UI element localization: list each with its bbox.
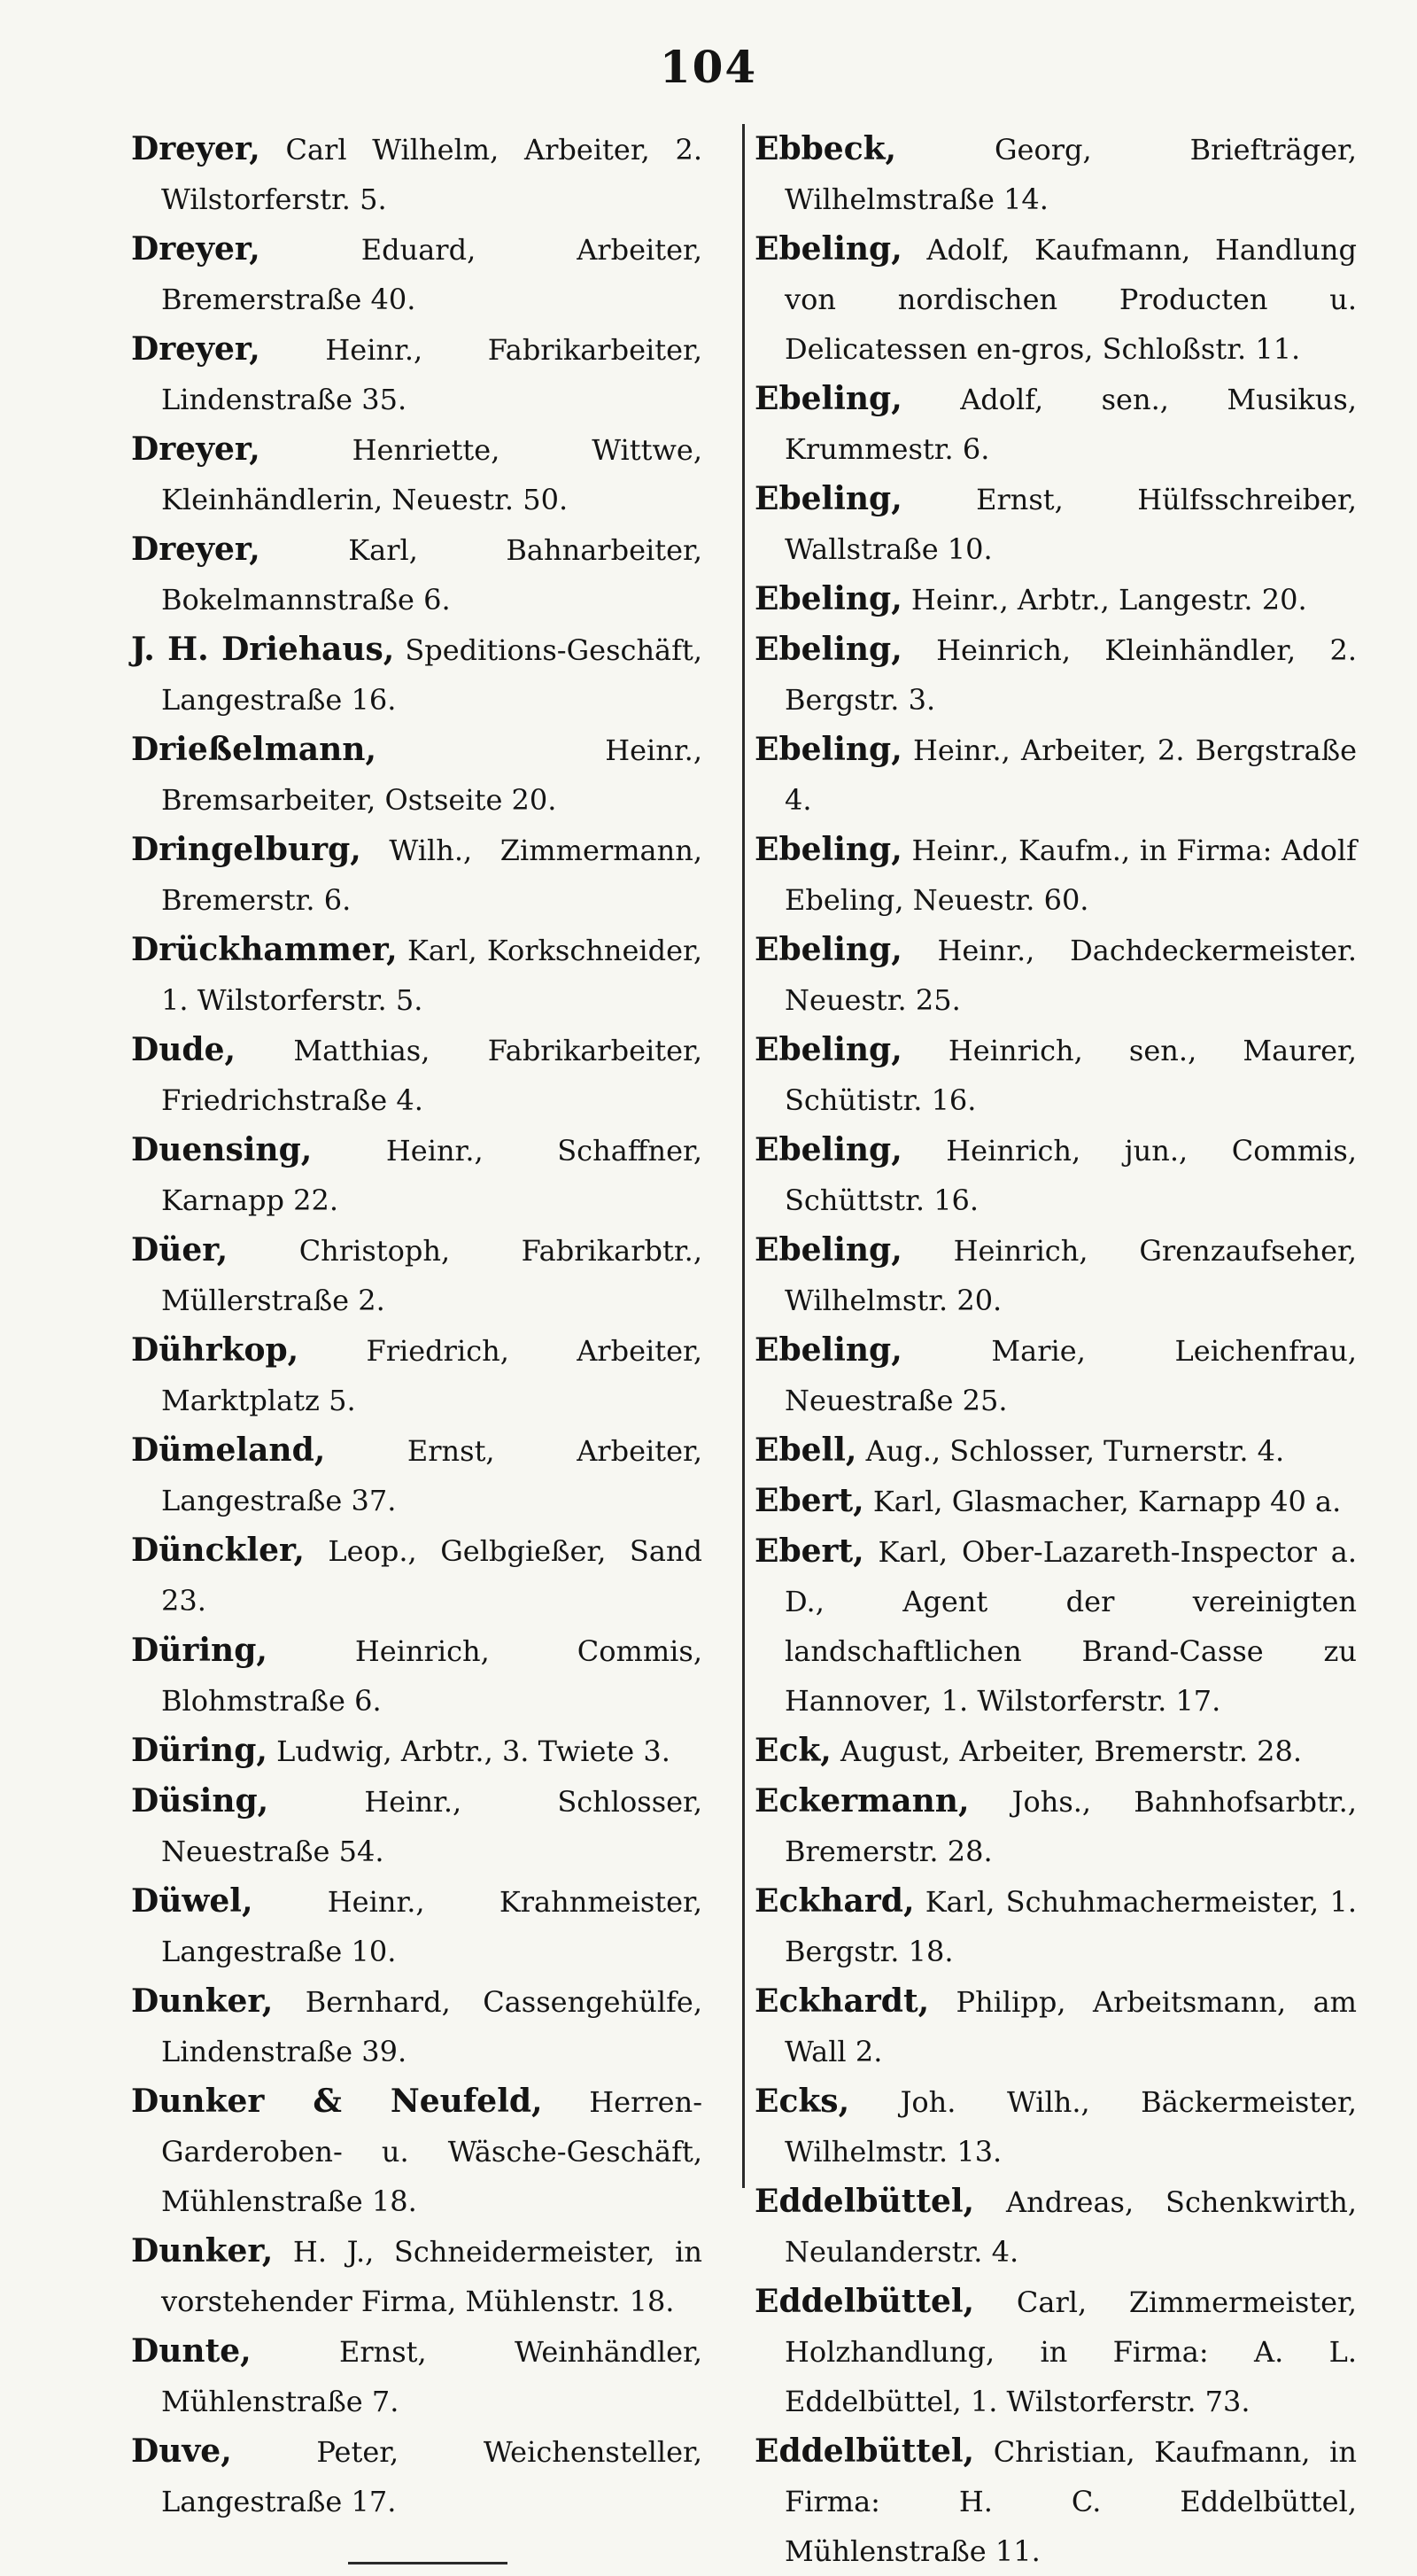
entry-details: Heinrich, sen., Maurer, Schütistr. 16. (785, 1034, 1357, 1117)
entry-name: Dunker & Neufeld, (131, 2083, 543, 2120)
directory-entry (131, 124, 702, 224)
entry-name: Eddelbüttel, (755, 2432, 975, 2470)
entry-name: Dreyer, (131, 330, 260, 368)
directory-entry (755, 1476, 1357, 1526)
entry-name: Düring, (131, 1632, 267, 1669)
entry-details: H. J., Schneidermeister, in vorstehender Firma, Mühlenstr. 18. (161, 2235, 702, 2318)
entry-name: Dunte, (131, 2332, 252, 2370)
entry-details: Heinr., Krahnmeister, Langestraße 10. (161, 1885, 702, 1968)
entry-name: Düsing, (131, 1782, 269, 1819)
entry-details: Karl, Korkschneider, 1. Wilstorferstr. 5. (161, 934, 702, 1017)
directory-entry (131, 324, 702, 424)
entry-details: Adolf, sen., Musikus, Krummestr. 6. (785, 383, 1357, 466)
entry-name: Ebeling, (755, 230, 902, 268)
entry-name: Ebeling, (755, 580, 902, 617)
entry-details: Bernhard, Cassengehülfe, Lindenstraße 39. (161, 1985, 702, 2068)
directory-entry (755, 2176, 1357, 2277)
directory-entry (755, 1876, 1357, 1976)
entry-details: Heinrich, Grenzaufseher, Wilhelmstr. 20. (785, 1234, 1357, 1317)
entry-details: Heinr., Dachdeckermeister. Neuestr. 25. (785, 934, 1357, 1017)
directory-entry (131, 2076, 702, 2226)
entry-details: Heinr., Kaufm., in Firma: Adolf Ebeling, Neuestr. 60. (785, 834, 1357, 917)
directory-entry (755, 1726, 1357, 1776)
entry-details: Carl, Zimmermeister, Holzhandlung, in Firma: A. L. Eddelbüttel, 1. Wilstorferstr. 73. (785, 2285, 1357, 2418)
entry-name: Dreyer, (131, 531, 260, 568)
entry-name: Dührkop, (131, 1331, 299, 1369)
entry-name: Drückhammer, (131, 931, 398, 968)
entry-name: Duve, (131, 2432, 232, 2470)
entry-name: Ebeling, (755, 480, 902, 517)
entry-details: Christian, Kaufmann, in Firma: H. C. Eddelbüttel, Mühlenstraße 11. (785, 2435, 1357, 2568)
entry-details: Speditions-Geschäft, Langestraße 16. (161, 633, 702, 717)
entry-name: Dude, (131, 1031, 236, 1068)
directory-entry (755, 124, 1357, 224)
entry-name: Düwel, (131, 1882, 253, 1920)
directory-entry (755, 1125, 1357, 1225)
entry-details: Matthias, Fabrikarbeiter, Friedrichstraße 4. (161, 1034, 702, 1117)
entry-name: Dreyer, (131, 130, 260, 167)
entry-name: Dreyer, (131, 431, 260, 468)
entry-name: Ebeling, (755, 831, 902, 868)
entry-name: Eddelbüttel, (755, 2183, 975, 2220)
entry-details: Ernst, Hülfsschreiber, Wallstraße 10. (785, 483, 1357, 566)
entry-details: Karl, Schuhmachermeister, 1. Bergstr. 18. (785, 1885, 1357, 1968)
directory-entry (755, 1325, 1357, 1425)
directory-entry (755, 2076, 1357, 2176)
entry-name: Eck, (755, 1732, 832, 1769)
entry-details: Peter, Weichensteller, Langestraße 17. (161, 2435, 702, 2518)
directory-entry (755, 925, 1357, 1025)
directory-entry (131, 1726, 702, 1776)
entry-details: Leop., Gelbgießer, Sand 23. (161, 1534, 702, 1618)
entry-name: Ebeling, (755, 931, 902, 968)
directory-entry (131, 1525, 702, 1626)
directory-entry (755, 1225, 1357, 1325)
directory-entry (131, 2326, 702, 2426)
directory-entry (131, 925, 702, 1025)
directory-entry (755, 374, 1357, 474)
directory-entry (755, 1425, 1357, 1476)
entry-name: Ebell, (755, 1432, 857, 1469)
entry-details: Marie, Leichenfrau, Neuestraße 25. (785, 1334, 1357, 1417)
entry-name: Ebeling, (755, 631, 902, 668)
entry-details: Ludwig, Arbtr., 3. Twiete 3. (267, 1734, 670, 1768)
directory-entry (131, 2226, 702, 2326)
entry-name: Ecks, (755, 2083, 850, 2120)
entry-name: Ebeling, (755, 1331, 902, 1369)
entry-details: Heinr., Schlosser, Neuestraße 54. (161, 1785, 702, 1868)
directory-entry (131, 1025, 702, 1125)
directory-entry (755, 1025, 1357, 1125)
directory-entry (131, 1225, 702, 1325)
entry-name: Duensing, (131, 1131, 313, 1168)
directory-entry (755, 224, 1357, 374)
directory-entry (131, 524, 702, 625)
entry-details: Adolf, Kaufmann, Handlung von nordischen Producten u. Delicatessen en-gros, Schloßstr. 11. (785, 233, 1357, 366)
directory-entry (755, 1976, 1357, 2076)
page-number: 104 (659, 41, 758, 93)
entry-name: Drießelmann, (131, 731, 376, 768)
directory-entry (755, 2277, 1357, 2426)
entry-details: Wilh., Zimmermann, Bremerstr. 6. (161, 834, 702, 917)
directory-entry (131, 1776, 702, 1876)
entry-details: Georg, Briefträger, Wilhelmstraße 14. (785, 133, 1357, 216)
entry-name: J. H. Driehaus, (131, 631, 395, 668)
entry-name: Ebert, (755, 1482, 864, 1519)
entry-details: Heinr., Arbtr., Langestr. 20. (902, 583, 1307, 617)
directory-entry (131, 625, 702, 725)
entry-name: Dünckler, (131, 1532, 305, 1569)
entry-name: Ebeling, (755, 1131, 902, 1168)
entry-details: August, Arbeiter, Bremerstr. 28. (831, 1734, 1303, 1768)
directory-entry (755, 625, 1357, 725)
entry-name: Ebbeck, (755, 130, 897, 167)
directory-entry (131, 725, 702, 825)
directory-entry (131, 2426, 702, 2526)
entry-name: Düring, (131, 1732, 267, 1769)
entry-details: Heinrich, jun., Commis, Schüttstr. 16. (785, 1134, 1357, 1217)
directory-entry (755, 2426, 1357, 2576)
entry-name: Ebeling, (755, 1231, 902, 1269)
entry-name: Ebeling, (755, 380, 902, 417)
entry-name: Dunker, (131, 1982, 274, 2020)
entry-name: Dringelburg, (131, 831, 361, 868)
directory-entry (131, 1976, 702, 2076)
entry-name: Ebeling, (755, 1031, 902, 1068)
directory-entry (131, 424, 702, 524)
entry-name: Eddelbüttel, (755, 2283, 975, 2320)
entry-details: Herren-Garderoben- u. Wäsche-Geschäft, Mühlenstraße 18. (161, 2085, 702, 2218)
entry-details: Heinr., Bremsarbeiter, Ostseite 20. (161, 733, 702, 817)
entry-details: Christoph, Fabrikarbtr., Müllerstraße 2. (161, 1234, 702, 1317)
directory-entry (131, 825, 702, 925)
directory-entry (131, 1626, 702, 1726)
left-column (131, 124, 702, 2564)
entry-details: Heinr., Schaffner, Karnapp 22. (161, 1134, 702, 1217)
directory-entry (131, 224, 702, 324)
directory-entry (755, 474, 1357, 574)
entry-name: Eckermann, (755, 1782, 970, 1819)
directory-entry (131, 1425, 702, 1525)
entry-name: Eckhardt, (755, 1982, 930, 2020)
entry-name: Dümeland, (131, 1432, 326, 1469)
entry-name: Eckhard, (755, 1882, 915, 1920)
entry-details: Henriette, Wittwe, Kleinhändlerin, Neuestr. 50. (161, 433, 702, 516)
entry-details: Ernst, Arbeiter, Langestraße 37. (161, 1434, 702, 1517)
column-divider (742, 124, 745, 2188)
entry-details: Ernst, Weinhändler, Mühlenstraße 7. (161, 2335, 702, 2418)
entry-details: Philipp, Arbeitsmann, am Wall 2. (785, 1985, 1357, 2068)
directory-entry (755, 574, 1357, 625)
entry-details: Eduard, Arbeiter, Bremerstraße 40. (161, 233, 702, 316)
directory-entry (755, 1776, 1357, 1876)
directory-entry (131, 1125, 702, 1225)
entry-details: Heinrich, Kleinhändler, 2. Bergstr. 3. (785, 633, 1357, 717)
entry-details: Karl, Ober-Lazareth-Inspector a. D., Agent der vereinigten landschaftlichen Brand-Casse zu Hannover, 1. Wilstorferstr. 17. (785, 1535, 1357, 1718)
entry-details: Heinr., Arbeiter, 2. Bergstraße 4. (785, 733, 1357, 817)
directory-entry (755, 725, 1357, 825)
entry-details: Heinr., Fabrikarbeiter, Lindenstraße 35. (161, 333, 702, 416)
entry-details: Karl, Bahnarbeiter, Bokelmannstraße 6. (161, 533, 702, 617)
entry-name: Ebeling, (755, 731, 902, 768)
entry-details: Johs., Bahnhofsarbtr., Bremerstr. 28. (785, 1785, 1357, 1868)
entry-details: Andreas, Schenkwirth, Neulanderstr. 4. (785, 2185, 1357, 2269)
directory-entry (131, 1325, 702, 1425)
directory-entry (131, 1876, 702, 1976)
entry-name: Dunker, (131, 2232, 274, 2270)
entry-name: Düer, (131, 1231, 228, 1269)
entry-details: Carl Wilhelm, Arbeiter, 2. Wilstorferstr. 5. (161, 133, 702, 216)
entry-details: Joh. Wilh., Bäckermeister, Wilhelmstr. 13. (785, 2085, 1357, 2169)
section-end-rule (348, 2562, 507, 2564)
entry-name: Dreyer, (131, 230, 260, 268)
entry-details: Friedrich, Arbeiter, Marktplatz 5. (161, 1334, 702, 1417)
entry-details: Heinrich, Commis, Blohmstraße 6. (161, 1634, 702, 1718)
entry-details: Karl, Glasmacher, Karnapp 40 a. (863, 1485, 1342, 1518)
entry-details: Aug., Schlosser, Turnerstr. 4. (856, 1434, 1285, 1468)
directory-entry (755, 825, 1357, 925)
directory-entry (755, 1526, 1357, 1726)
right-column (755, 124, 1357, 2576)
entry-name: Ebert, (755, 1532, 864, 1570)
